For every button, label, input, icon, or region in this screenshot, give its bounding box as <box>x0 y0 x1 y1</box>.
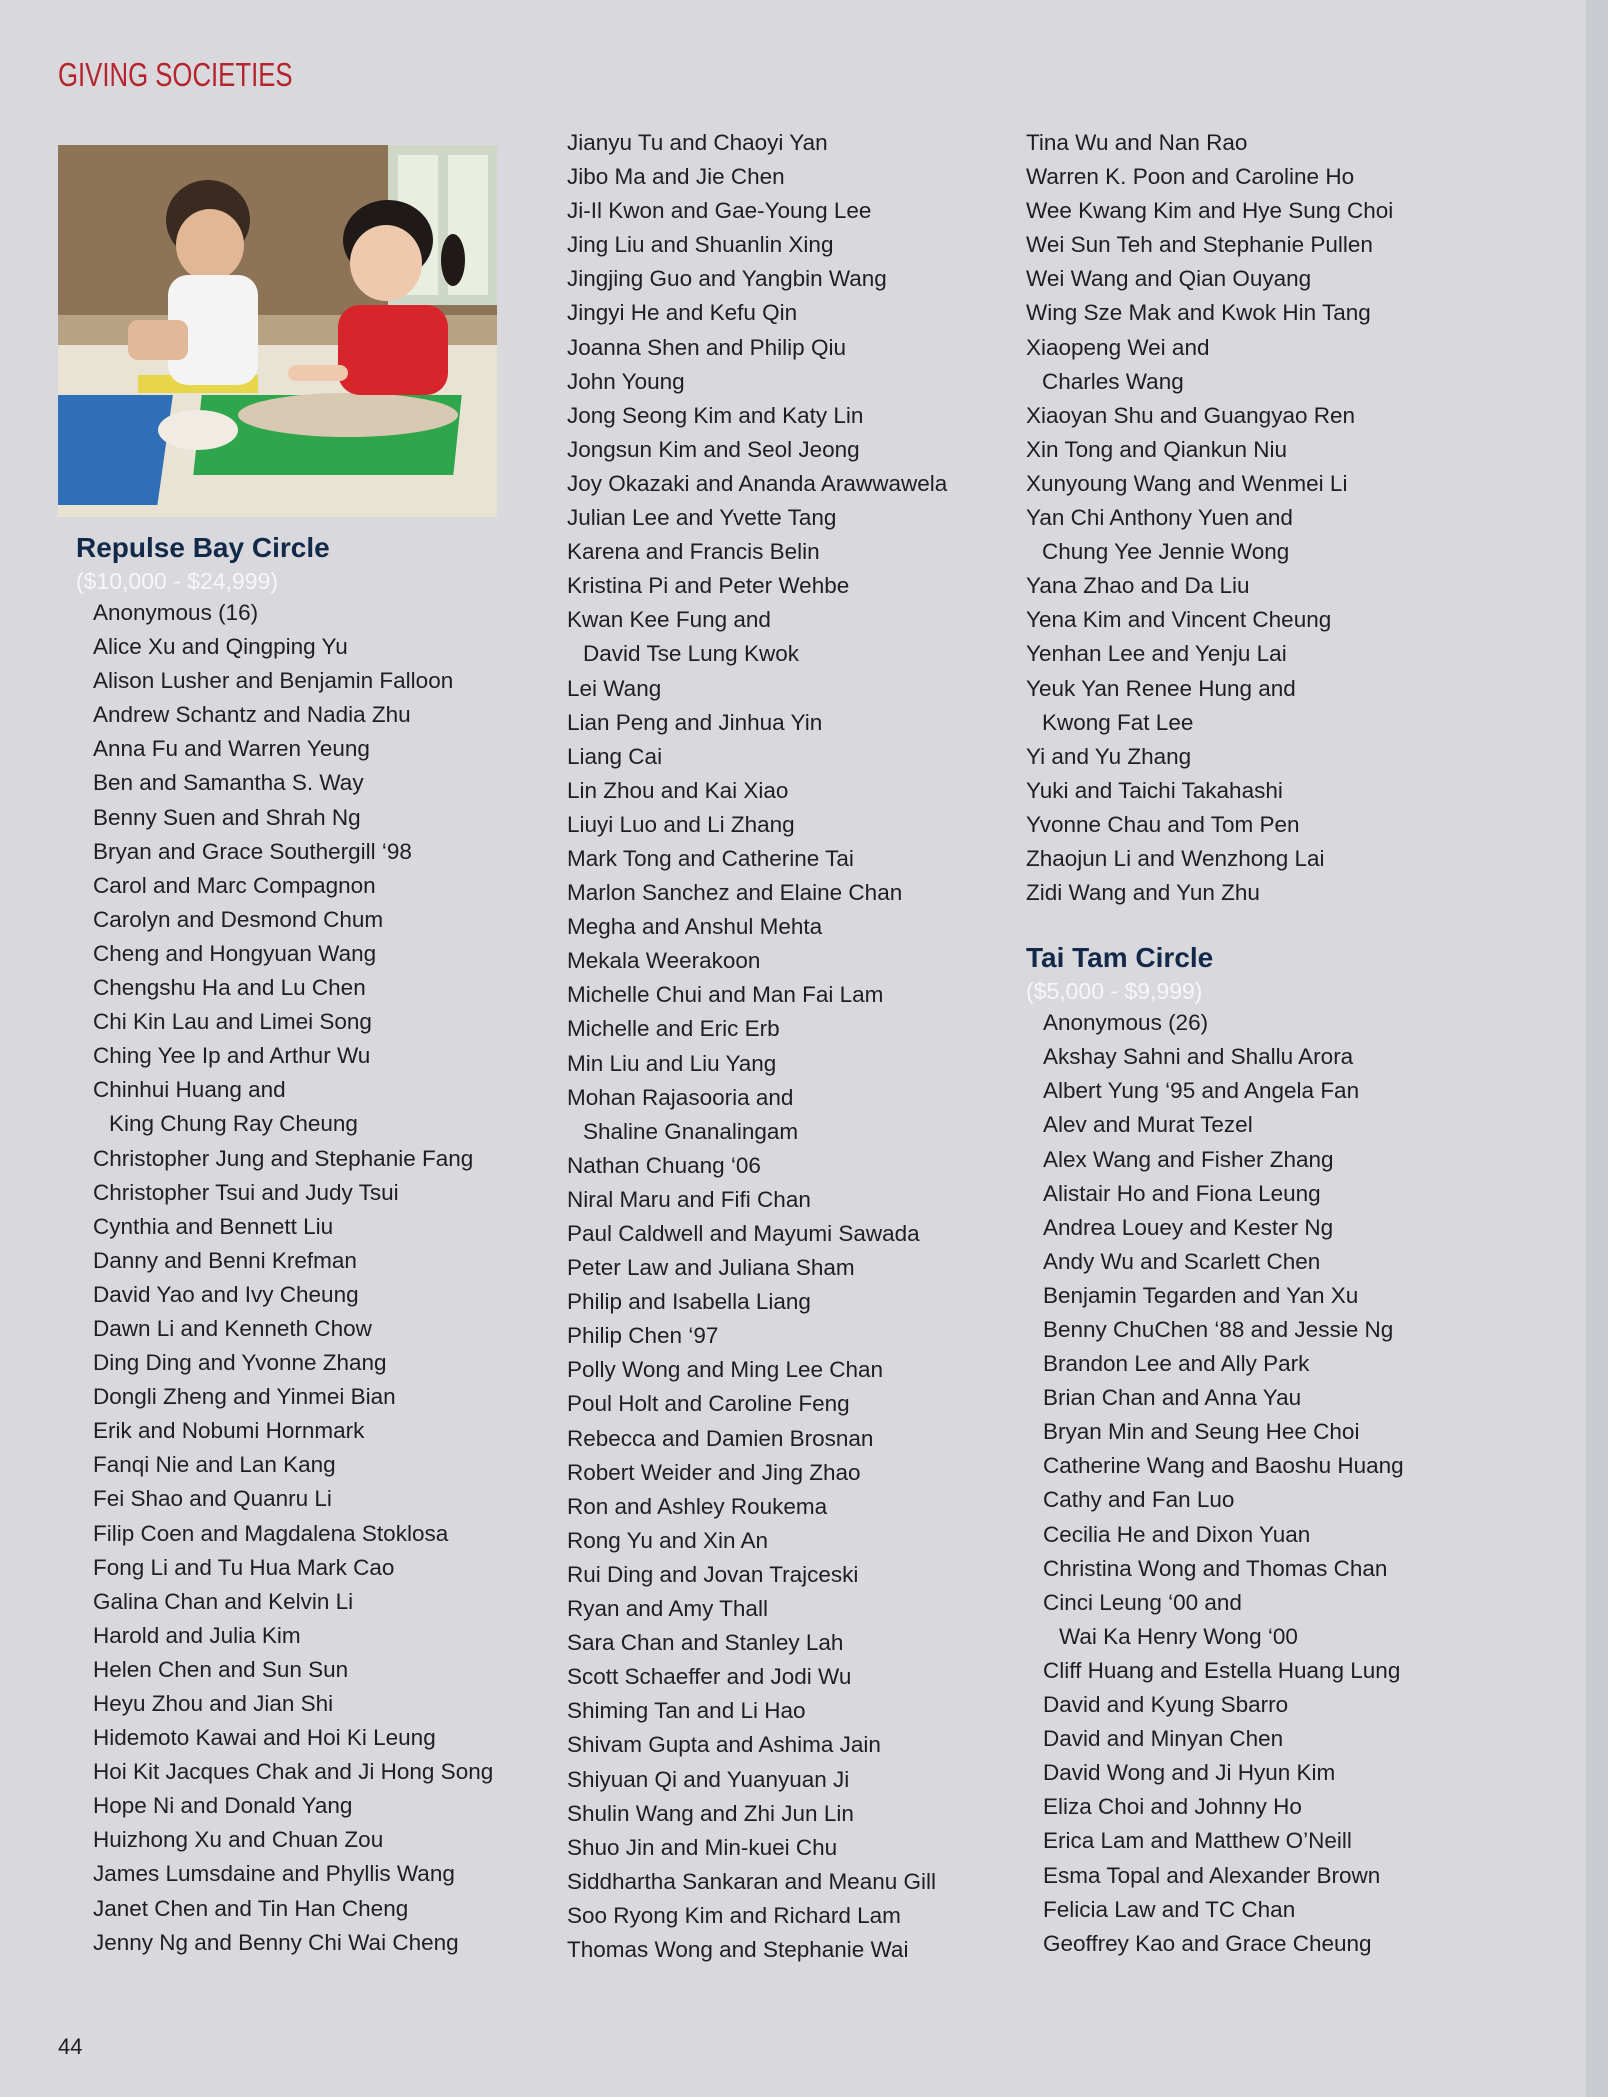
donor-name: Alex Wang and Fisher Zhang <box>1043 1146 1334 1172</box>
donor-name: Yvonne Chau and Tom Pen <box>1026 811 1300 837</box>
donor-name: Yuki and Taichi Takahashi <box>1026 777 1283 803</box>
donor-name: Brian Chan and Anna Yau <box>1043 1385 1302 1411</box>
donor-name: Poul Holt and Caroline Feng <box>567 1391 850 1417</box>
donor-name: Benjamin Tegarden and Yan Xu <box>1043 1282 1359 1308</box>
donor-name: Alice Xu and Qingping Yu <box>93 634 348 660</box>
donor-name: Siddhartha Sankaran and Meanu Gill <box>567 1868 936 1894</box>
donor-name: Rong Yu and Xin An <box>567 1527 769 1553</box>
donor-name: Shiming Tan and Li Hao <box>567 1698 806 1724</box>
donor-name: Paul Caldwell and Mayumi Sawada <box>567 1221 920 1246</box>
donor-list-repulse-bay <box>76 596 493 1960</box>
donor-name: Akshay Sahni and Shallu Arora <box>1043 1044 1354 1070</box>
donor-name: Wei Wang and Qian Ouyang <box>1026 266 1312 292</box>
donor-name: Kwan Kee Fung and <box>567 607 771 633</box>
donor-name: Min Liu and Liu Yang <box>567 1050 777 1076</box>
donor-name: Filip Coen and Magdalena Stoklosa <box>93 1520 449 1546</box>
donor-name: Jibo Ma and Jie Chen <box>567 164 785 190</box>
donor-name: Shiyuan Qi and Yuanyuan Ji <box>567 1766 850 1792</box>
donor-name: Chinhui Huang and <box>93 1077 286 1103</box>
donor-name: Niral Maru and Fifi Chan <box>567 1186 811 1212</box>
donor-name: Kristina Pi and Peter Wehbe <box>567 573 850 599</box>
donor-name: Philip Chen ‘97 <box>567 1323 719 1349</box>
donor-name: Wing Sze Mak and Kwok Hin Tang <box>1026 300 1371 326</box>
donor-name: Charles Wang <box>1042 368 1184 394</box>
donor-name: Liang Cai <box>567 743 663 769</box>
donor-name: Fong Li and Tu Hua Mark Cao <box>93 1554 395 1580</box>
donor-name: David Wong and Ji Hyun Kim <box>1043 1760 1336 1786</box>
donor-name: Liuyi Luo and Li Zhang <box>567 811 795 837</box>
donor-name: James Lumsdaine and Phyllis Wang <box>93 1861 455 1887</box>
donor-name: Christopher Tsui and Judy Tsui <box>93 1179 399 1205</box>
donor-name: Joy Okazaki and Ananda Arawwawela <box>567 470 948 496</box>
page-number: 44 <box>58 2034 83 2059</box>
donor-name: Ron and Ashley Roukema <box>567 1493 828 1519</box>
donor-name: David and Minyan Chen <box>1043 1726 1284 1752</box>
donor-name: Zhaojun Li and Wenzhong Lai <box>1026 845 1325 871</box>
donor-name: Dawn Li and Kenneth Chow <box>93 1315 372 1341</box>
donor-name: Jong Seong Kim and Katy Lin <box>567 402 864 428</box>
page-edge-strip <box>1586 0 1608 2097</box>
donor-name: Cheng and Hongyuan Wang <box>93 940 377 966</box>
section-title-repulse-bay: Repulse Bay Circle <box>76 532 330 563</box>
donor-name: Soo Ryong Kim and Richard Lam <box>567 1902 901 1928</box>
donor-name: Jianyu Tu and Chaoyi Yan <box>567 130 828 155</box>
donor-name: Christina Wong and Thomas Chan <box>1043 1555 1388 1581</box>
donor-name: Shivam Gupta and Ashima Jain <box>567 1732 881 1758</box>
donor-name: Mekala Weerakoon <box>567 948 761 974</box>
donor-name: Lei Wang <box>567 675 662 701</box>
donor-name: Xin Tong and Qiankun Niu <box>1026 436 1288 462</box>
donor-name: Ching Yee Ip and Arthur Wu <box>93 1043 371 1069</box>
donor-name: Andy Wu and Scarlett Chen <box>1043 1248 1321 1274</box>
donor-name: Dongli Zheng and Yinmei Bian <box>93 1384 396 1410</box>
section-gap <box>1026 910 1404 940</box>
donor-name: Lian Peng and Jinhua Yin <box>567 709 823 735</box>
donor-name: Alev and Murat Tezel <box>1043 1112 1253 1138</box>
donor-name: Thomas Wong and Stephanie Wai <box>567 1936 909 1962</box>
donor-name: Chengshu Ha and Lu Chen <box>93 975 366 1001</box>
donor-name: Heyu Zhou and Jian Shi <box>93 1691 334 1716</box>
donor-name: Benny Suen and Shrah Ng <box>93 804 361 830</box>
donor-name: Karena and Francis Belin <box>567 539 820 565</box>
donor-name: Benny ChuChen ‘88 and Jessie Ng <box>1043 1317 1394 1342</box>
photo-children-playing <box>58 145 497 517</box>
donor-name: Esma Topal and Alexander Brown <box>1043 1862 1381 1888</box>
donor-name: Bryan Min and Seung Hee Choi <box>1043 1419 1360 1445</box>
column-three <box>1026 126 1404 1961</box>
donor-name: Joanna Shen and Philip Qiu <box>567 334 846 360</box>
donor-name: Yenhan Lee and Yenju Lai <box>1026 641 1287 667</box>
donor-name: Galina Chan and Kelvin Li <box>93 1588 354 1614</box>
donor-name: Shaline Gnanalingam <box>583 1118 799 1144</box>
donor-name: Fanqi Nie and Lan Kang <box>93 1452 336 1478</box>
donor-name: Lin Zhou and Kai Xiao <box>567 777 789 803</box>
donor-name: Cinci Leung ‘00 and <box>1043 1589 1242 1615</box>
section-range-repulse-bay: ($10,000 - $24,999) <box>76 568 279 594</box>
donor-name: Hoi Kit Jacques Chak and Ji Hong Song <box>93 1759 494 1785</box>
donor-name: Ji-Il Kwon and Gae-Young Lee <box>567 198 872 224</box>
donor-name: Janet Chen and Tin Han Cheng <box>93 1895 409 1921</box>
donor-name: Hope Ni and Donald Yang <box>93 1793 353 1819</box>
donor-name: John Young <box>567 368 685 394</box>
donor-name: Felicia Law and TC Chan <box>1043 1896 1296 1922</box>
donor-name: Zidi Wang and Yun Zhu <box>1026 880 1260 906</box>
donor-name: Carolyn and Desmond Chum <box>93 906 384 932</box>
donor-name: Chi Kin Lau and Limei Song <box>93 1009 372 1035</box>
donor-name: Marlon Sanchez and Elaine Chan <box>567 880 903 906</box>
donor-name: David Yao and Ivy Cheung <box>93 1281 359 1307</box>
section-title-tai-tam: Tai Tam Circle <box>1026 942 1214 974</box>
donor-name: Yena Kim and Vincent Cheung <box>1026 607 1332 633</box>
donor-name: Jongsun Kim and Seol Jeong <box>567 436 860 462</box>
section-range-tai-tam: ($5,000 - $9,999) <box>1026 978 1203 1005</box>
donor-name: Warren K. Poon and Caroline Ho <box>1026 164 1355 190</box>
donor-name: Danny and Benni Krefman <box>93 1247 357 1273</box>
page-title: GIVING SOCIETIES <box>58 56 293 93</box>
donor-name: Yeuk Yan Renee Hung and <box>1026 675 1296 701</box>
donor-name: Robert Weider and Jing Zhao <box>567 1459 861 1485</box>
donor-name: Catherine Wang and Baoshu Huang <box>1043 1453 1404 1479</box>
donor-name: Fei Shao and Quanru Li <box>93 1486 332 1512</box>
donor-name: Polly Wong and Ming Lee Chan <box>567 1357 884 1383</box>
donor-name: Shuo Jin and Min-kuei Chu <box>567 1834 838 1860</box>
donor-name: David Tse Lung Kwok <box>583 641 799 667</box>
donor-name: Sara Chan and Stanley Lah <box>567 1630 844 1656</box>
donor-list-tai-tam <box>1026 1006 1404 1961</box>
donor-name: Eliza Choi and Johnny Ho <box>1043 1794 1302 1820</box>
donor-name: Cecilia He and Dixon Yuan <box>1043 1521 1311 1547</box>
donor-name: Tina Wu and Nan Rao <box>1026 130 1248 155</box>
donor-name: Cynthia and Bennett Liu <box>93 1213 334 1239</box>
donor-name: Kwong Fat Lee <box>1042 709 1194 735</box>
donor-name: Jing Liu and Shuanlin Xing <box>567 232 834 258</box>
donor-name: Erik and Nobumi Hornmark <box>93 1418 365 1444</box>
donor-name: Cathy and Fan Luo <box>1043 1487 1235 1513</box>
donor-name: Andrea Louey and Kester Ng <box>1043 1214 1334 1240</box>
photo-illustration <box>58 145 497 517</box>
donor-name: Jenny Ng and Benny Chi Wai Cheng <box>93 1929 459 1955</box>
donor-name: Philip and Isabella Liang <box>567 1289 811 1315</box>
donor-name: Rui Ding and Jovan Trajceski <box>567 1561 859 1587</box>
donor-name: Ben and Samantha S. Way <box>93 770 364 796</box>
donor-name: Mark Tong and Catherine Tai <box>567 845 854 871</box>
donor-name: Mohan Rajasooria and <box>567 1084 794 1110</box>
donor-name: Xiaopeng Wei and <box>1026 334 1210 360</box>
column-two <box>567 126 947 1967</box>
donor-name: Xiaoyan Shu and Guangyao Ren <box>1026 402 1355 428</box>
donor-name: Albert Yung ‘95 and Angela Fan <box>1043 1078 1360 1104</box>
donor-name: Hidemoto Kawai and Hoi Ki Leung <box>93 1725 436 1751</box>
donor-name: Nathan Chuang ‘06 <box>567 1152 761 1178</box>
donor-name: Christopher Jung and Stephanie Fang <box>93 1145 474 1171</box>
donor-name: Alison Lusher and Benjamin Falloon <box>93 668 454 694</box>
donor-list-column-two <box>567 126 947 1967</box>
donor-name: Helen Chen and Sun Sun <box>93 1656 349 1682</box>
donor-name: Chung Yee Jennie Wong <box>1042 539 1290 565</box>
donor-name: Julian Lee and Yvette Tang <box>567 505 837 531</box>
donor-name: Brandon Lee and Ally Park <box>1043 1351 1310 1377</box>
donor-name: Scott Schaeffer and Jodi Wu <box>567 1664 852 1690</box>
donor-name: Anonymous (16) <box>93 600 259 625</box>
donor-name: Wee Kwang Kim and Hye Sung Choi <box>1026 198 1394 224</box>
donor-name: Michelle Chui and Man Fai Lam <box>567 982 884 1008</box>
donor-name: Xunyoung Wang and Wenmei Li <box>1026 470 1348 496</box>
donor-name: Megha and Anshul Mehta <box>567 914 823 940</box>
donor-name: Jingyi He and Kefu Qin <box>567 300 798 326</box>
donor-name: Geoffrey Kao and Grace Cheung <box>1043 1930 1372 1956</box>
donor-name: Ding Ding and Yvonne Zhang <box>93 1350 387 1376</box>
donor-list-column-three <box>1026 126 1404 910</box>
donor-name: Yan Chi Anthony Yuen and <box>1026 505 1293 531</box>
donor-name: Jingjing Guo and Yangbin Wang <box>567 266 887 292</box>
donor-name: Carol and Marc Compagnon <box>93 872 376 898</box>
donor-name: David and Kyung Sbarro <box>1043 1692 1289 1718</box>
donor-name: Peter Law and Juliana Sham <box>567 1255 855 1281</box>
donor-name: King Chung Ray Cheung <box>109 1111 358 1137</box>
donor-name: Rebecca and Damien Brosnan <box>567 1425 874 1451</box>
donor-name: Erica Lam and Matthew O’Neill <box>1043 1828 1352 1854</box>
donor-name: Cliff Huang and Estella Huang Lung <box>1043 1657 1401 1683</box>
donor-name: Yana Zhao and Da Liu <box>1026 573 1250 599</box>
donor-name: Alistair Ho and Fiona Leung <box>1043 1180 1321 1206</box>
donor-name: Yi and Yu Zhang <box>1026 743 1192 769</box>
donor-name: Ryan and Amy Thall <box>567 1596 768 1622</box>
donor-name: Wai Ka Henry Wong ‘00 <box>1059 1623 1298 1649</box>
donor-name: Huizhong Xu and Chuan Zou <box>93 1827 384 1853</box>
donor-name: Andrew Schantz and Nadia Zhu <box>93 702 411 728</box>
donor-name: Anonymous (26) <box>1043 1010 1209 1036</box>
donor-name: Michelle and Eric Erb <box>567 1016 780 1042</box>
column-repulse-bay <box>76 530 493 1960</box>
donor-name: Harold and Julia Kim <box>93 1622 301 1648</box>
donor-name: Bryan and Grace Southergill ‘98 <box>93 838 412 864</box>
donor-name: Wei Sun Teh and Stephanie Pullen <box>1026 232 1373 258</box>
donor-name: Anna Fu and Warren Yeung <box>93 736 370 762</box>
donor-name: Shulin Wang and Zhi Jun Lin <box>567 1800 854 1826</box>
